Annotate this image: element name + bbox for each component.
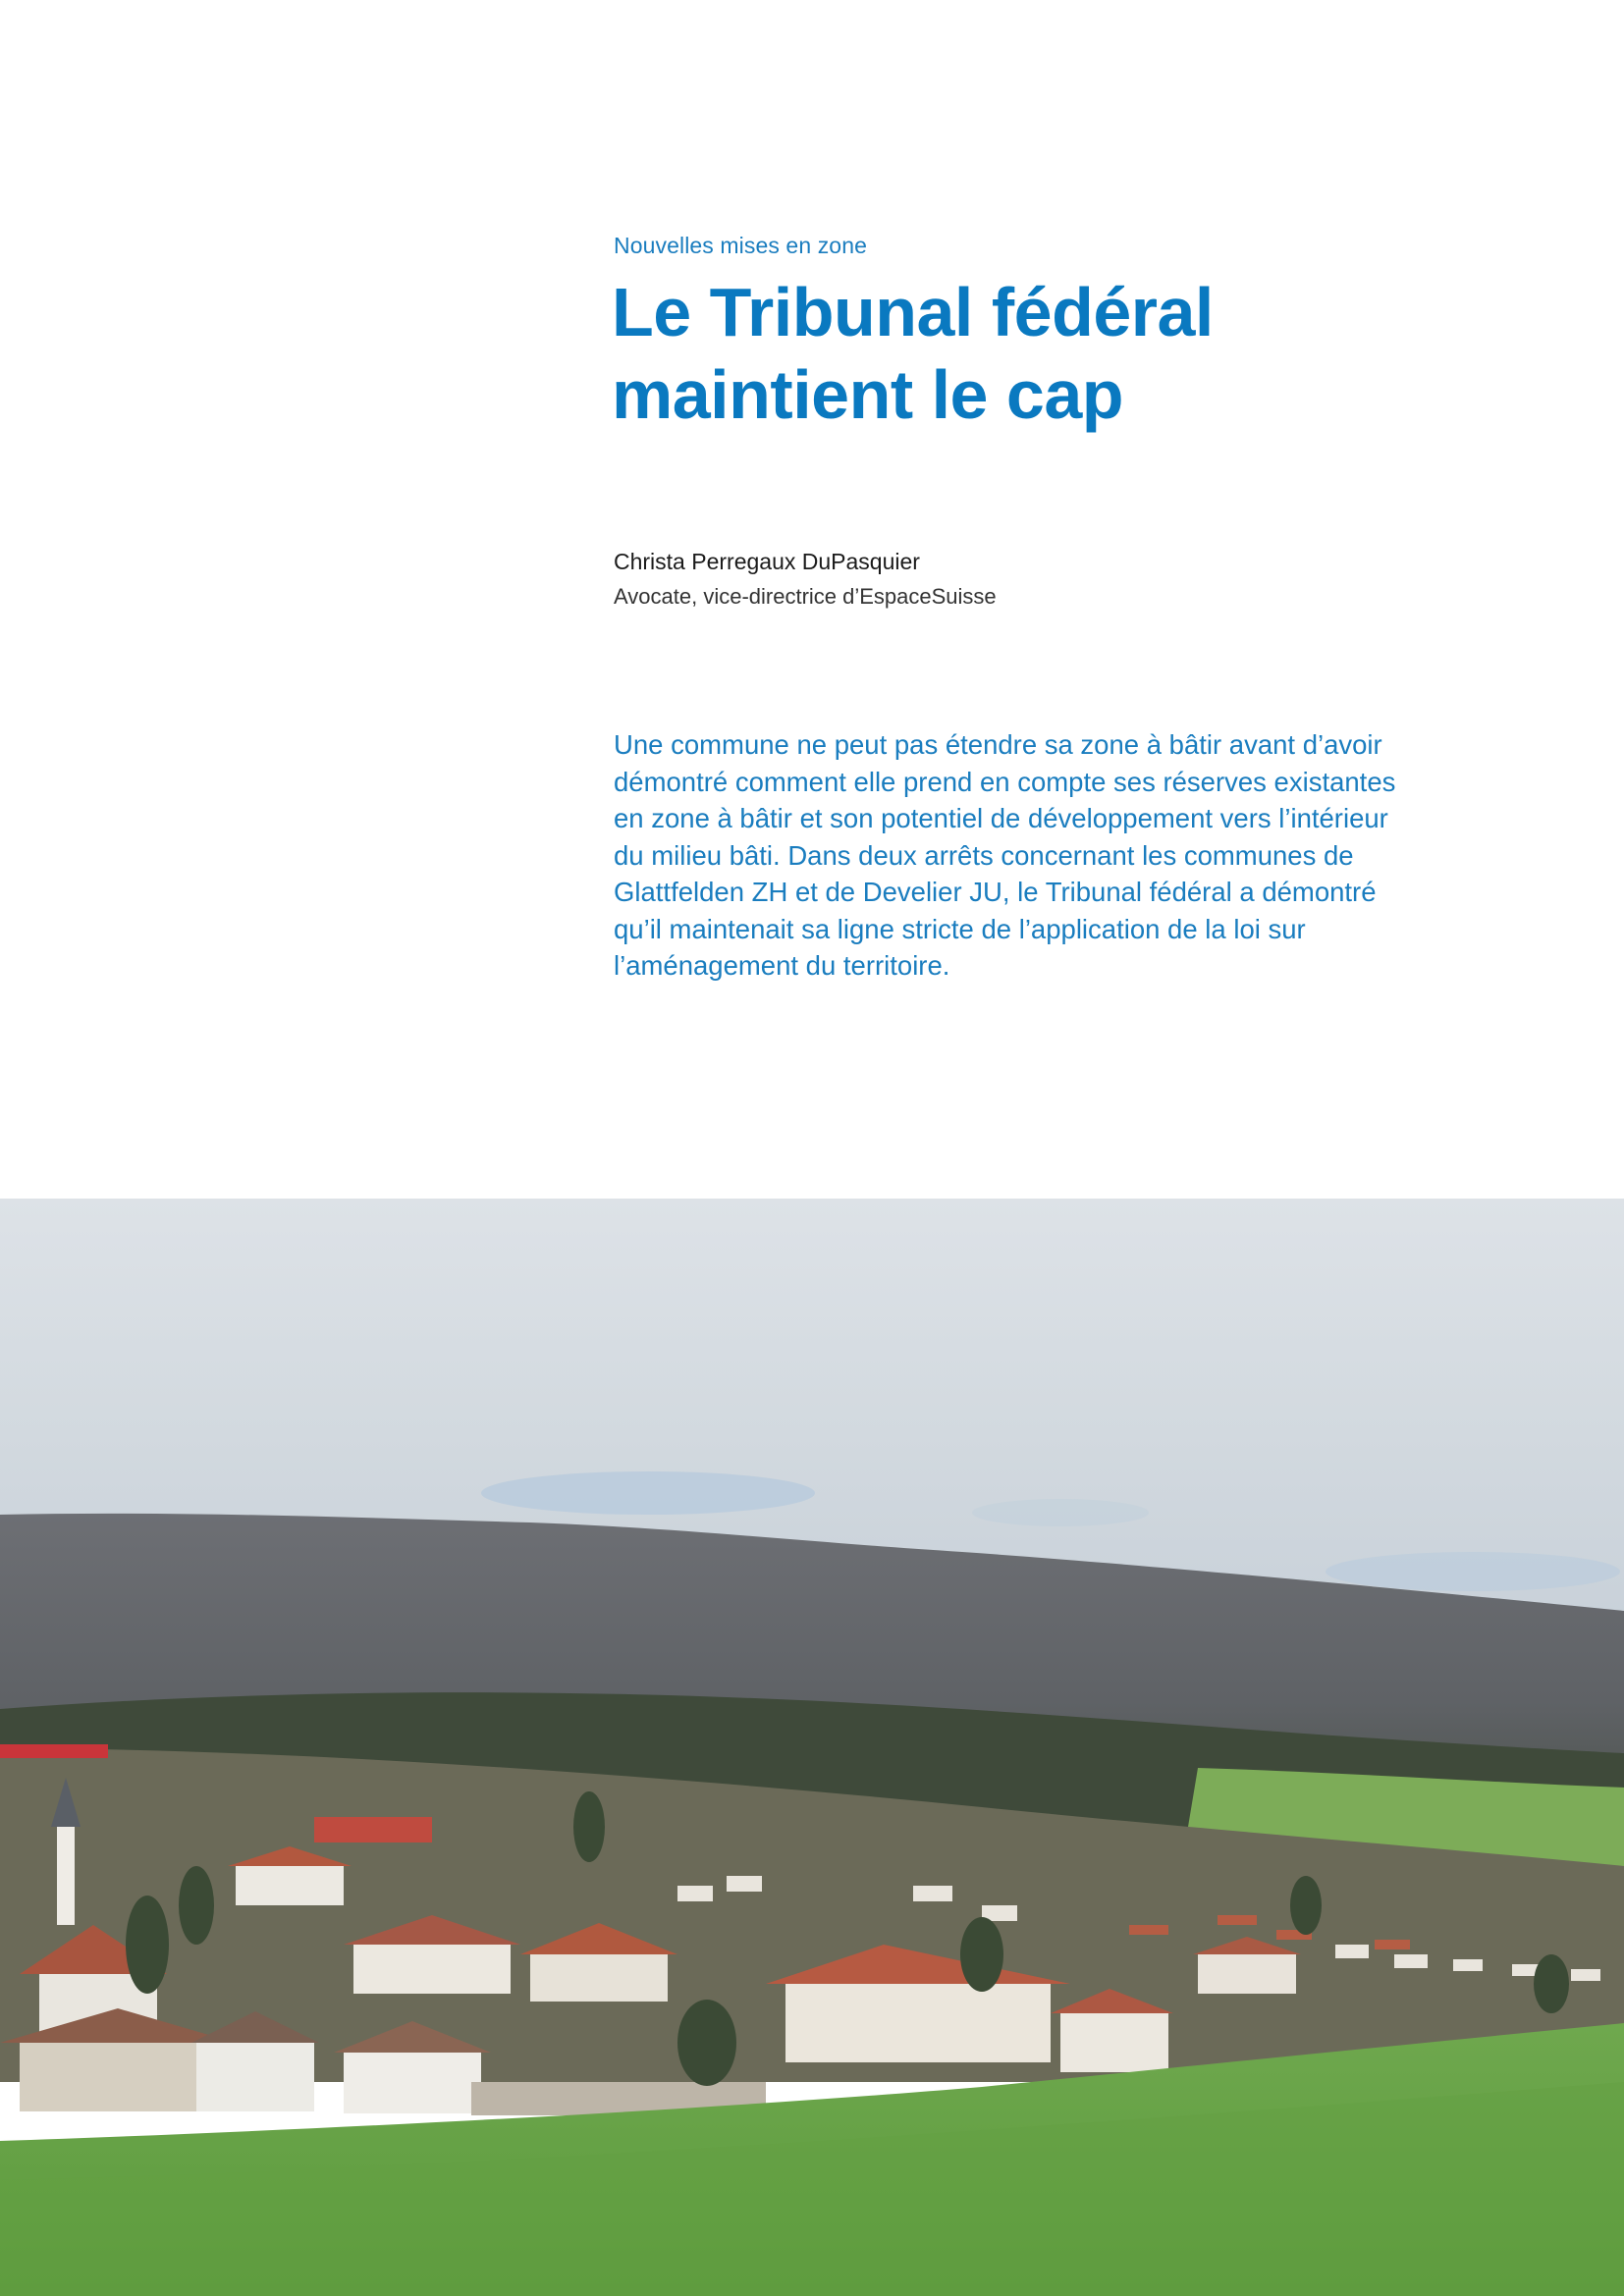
article-kicker: Nouvelles mises en zone [614,233,867,258]
village-landscape-photo [0,1199,1624,2296]
author-role: Avocate, vice-directrice d’EspaceSuisse [614,584,997,609]
article-lead: Une commune ne peut pas étendre sa zone à bâtir avant d’avoir démontré comment elle prend en compte ses réserves existantes en zone à bâtir et son potentiel de développement vers l’intérieur du milieu bâti. Dans deux arrêts concernant les communes de Glattfelden ZH et de Develier JU, le Tribunal fédéral a démontré qu’il maintenait sa ligne stricte de l’application de la loi sur l’aménagement du territoire. [614,729,1396,981]
author-name: Christa Perregaux DuPasquier [614,549,920,574]
article-title: Le Tribunal fédéral maintient le cap [612,274,1214,433]
